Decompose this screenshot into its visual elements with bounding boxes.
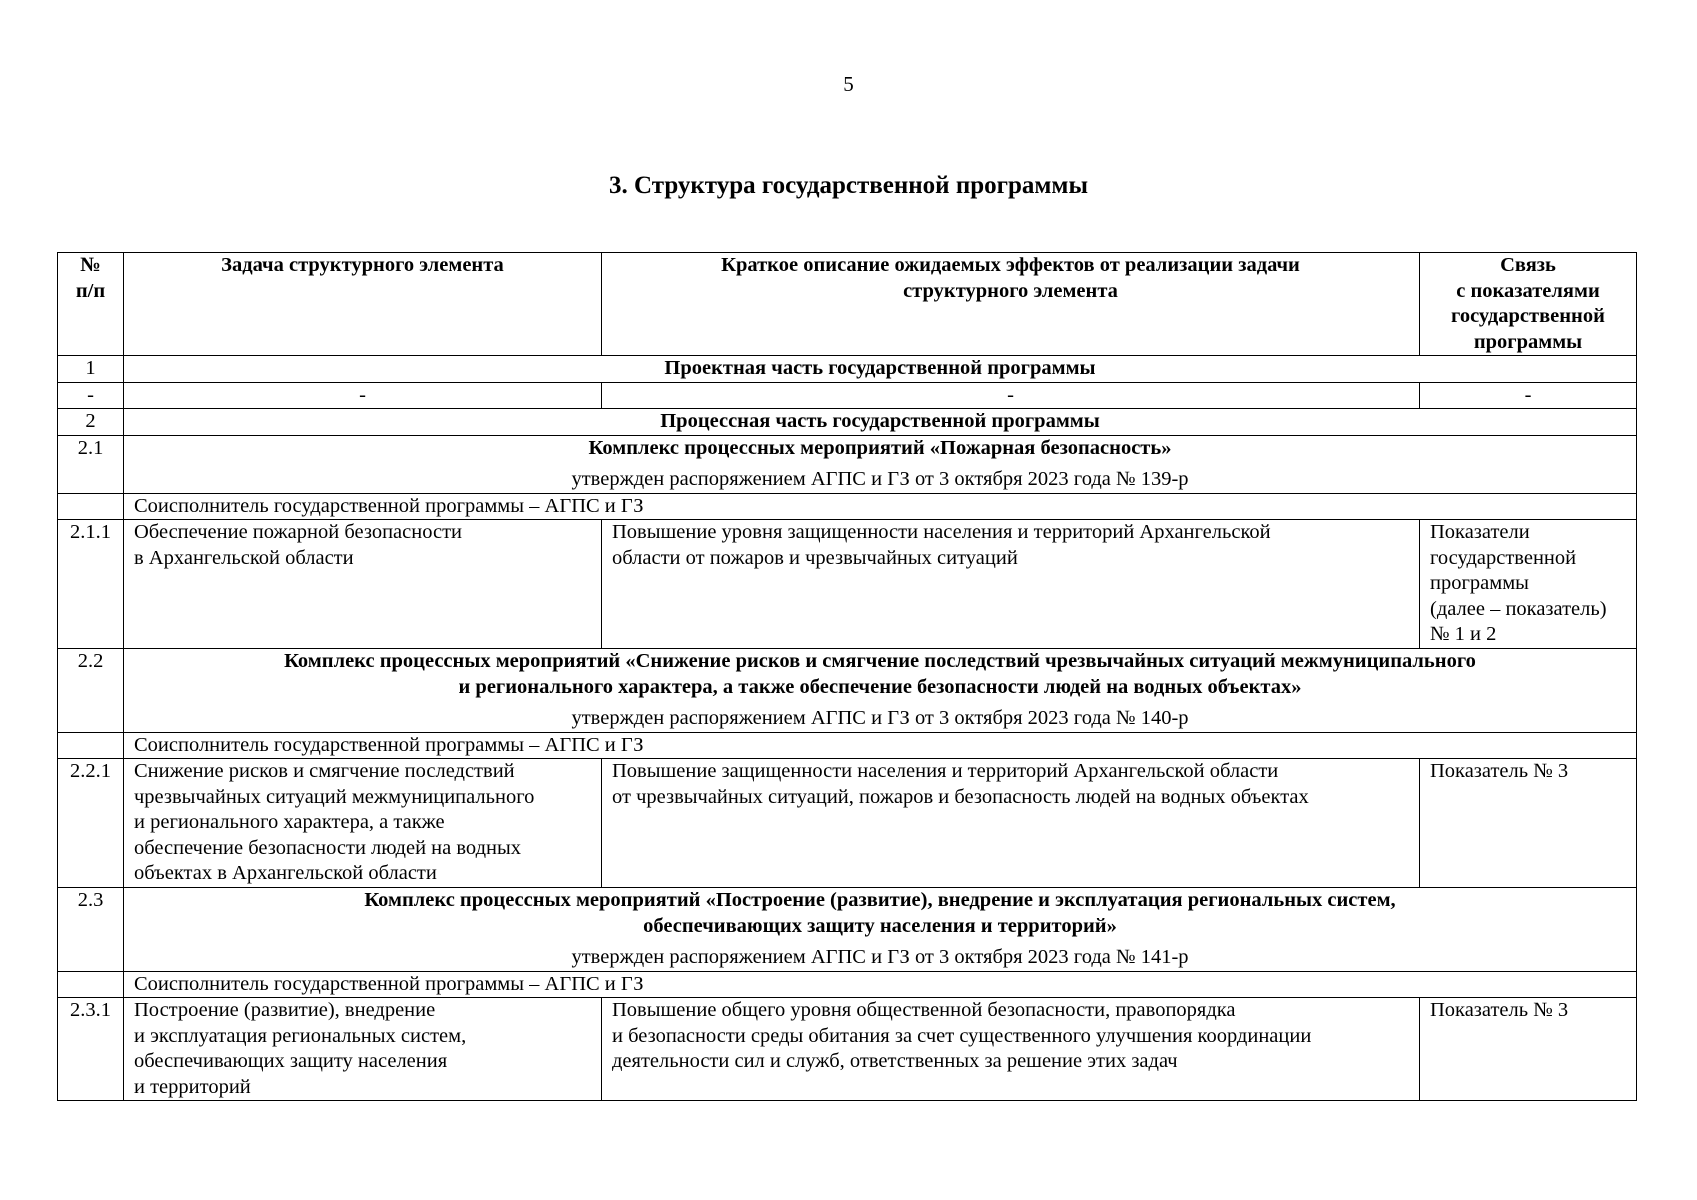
task-description: Повышение уровня защищенности населения и территорий Архангельской области от пожаров и чрезвычайных ситуаций [602, 520, 1420, 649]
section-title: 3. Структура государственной программы [609, 172, 1088, 199]
page-number: 5 [843, 72, 854, 96]
complex-cell [124, 888, 1637, 972]
coexecutor-row [58, 971, 1637, 998]
complex-title: Комплекс процессных мероприятий «Построение (развитие), внедрение и эксплуатация региональных систем, обеспечивающих защиту населения и территорий» [364, 889, 1396, 937]
complex-row [58, 435, 1637, 493]
task-row [58, 520, 1637, 649]
table-header-row [58, 253, 1637, 356]
project-part-row [58, 356, 1637, 383]
complex-approved: утвержден распоряжением АГПС и ГЗ от 3 октября 2023 года № 139-р [571, 468, 1189, 490]
complex-cell [124, 649, 1637, 733]
task-link: Показатель № 3 [1420, 759, 1637, 888]
empty-cell: - [602, 382, 1420, 409]
process-part-title: Процессная часть государственной программы [124, 409, 1637, 436]
header-num: № п/п [58, 253, 124, 356]
task-text: Построение (развитие), внедрение и эксплуатация региональных систем, обеспечивающих защиту населения и территорий [124, 998, 602, 1101]
header-task: Задача структурного элемента [124, 253, 602, 356]
task-link: Показатели государственной программы (далее – показатель) № 1 и 2 [1420, 520, 1637, 649]
row-num: 2.3 [58, 888, 124, 972]
coexecutor-text: Соисполнитель государственной программы – АГПС и ГЗ [124, 732, 1637, 759]
complex-row [58, 888, 1637, 972]
task-link: Показатель № 3 [1420, 998, 1637, 1101]
empty-cell [58, 493, 124, 520]
empty-cell: - [1420, 382, 1637, 409]
row-num: 2.2.1 [58, 759, 124, 888]
coexecutor-text: Соисполнитель государственной программы – АГПС и ГЗ [124, 493, 1637, 520]
complex-cell [124, 435, 1637, 493]
coexecutor-row [58, 493, 1637, 520]
task-text: Обеспечение пожарной безопасности в Архангельской области [124, 520, 602, 649]
coexecutor-text: Соисполнитель государственной программы – АГПС и ГЗ [124, 971, 1637, 998]
task-text: Снижение рисков и смягчение последствий чрезвычайных ситуаций межмуниципального и регионального характера, а также обеспечение безопасности людей на водных объектах в Архангельской области [124, 759, 602, 888]
empty-cell: - [58, 382, 124, 409]
complex-row [58, 649, 1637, 733]
row-num: 2.1.1 [58, 520, 124, 649]
empty-cell: - [124, 382, 602, 409]
complex-approved: утвержден распоряжением АГПС и ГЗ от 3 октября 2023 года № 140-р [571, 707, 1189, 729]
empty-cell [58, 732, 124, 759]
complex-title: Комплекс процессных мероприятий «Снижение рисков и смягчение последствий чрезвычайных ситуаций межмуниципального и регионального характера, а также обеспечение безопасности людей на водных объектах» [284, 650, 1476, 698]
project-part-title: Проектная часть государственной программы [124, 356, 1637, 383]
row-num: 2.3.1 [58, 998, 124, 1101]
process-part-row [58, 409, 1637, 436]
row-num: 2.2 [58, 649, 124, 733]
task-description: Повышение общего уровня общественной безопасности, правопорядка и безопасности среды обитания за счет существенного улучшения координации деятельности сил и служб, ответственных за решение этих задач [602, 998, 1420, 1101]
project-empty-row [58, 382, 1637, 409]
complex-title: Комплекс процессных мероприятий «Пожарная безопасность» [588, 436, 1172, 459]
task-description: Повышение защищенности населения и территорий Архангельской области от чрезвычайных ситуаций, пожаров и безопасность людей на водных объектах [602, 759, 1420, 888]
empty-cell [58, 971, 124, 998]
row-num: 2.1 [58, 435, 124, 493]
row-num: 2 [58, 409, 124, 436]
header-description: Краткое описание ожидаемых эффектов от реализации задачи структурного элемента [602, 253, 1420, 356]
task-row [58, 998, 1637, 1101]
row-num: 1 [58, 356, 124, 383]
coexecutor-row [58, 732, 1637, 759]
program-structure-table [57, 252, 1637, 1101]
task-row [58, 759, 1637, 888]
complex-approved: утвержден распоряжением АГПС и ГЗ от 3 октября 2023 года № 141-р [571, 946, 1189, 968]
header-link: Связь с показателями государственной программы [1420, 253, 1637, 356]
